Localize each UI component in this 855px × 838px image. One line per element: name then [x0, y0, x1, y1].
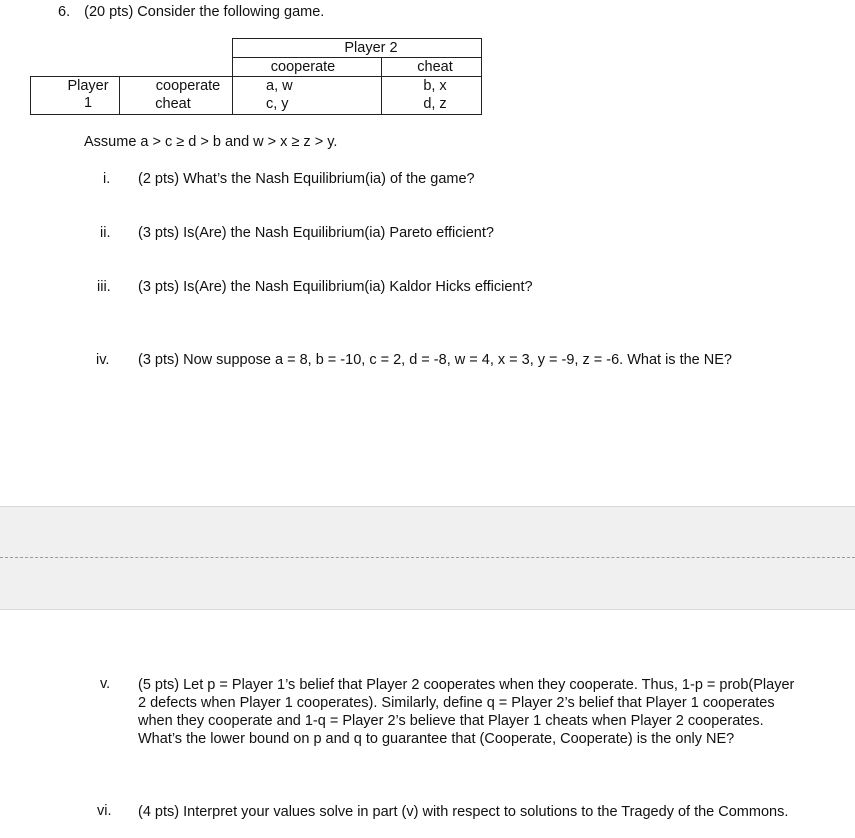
payoff-cooperate-cheat: b, x — [423, 78, 447, 94]
part-text: (3 pts) Now suppose a = 8, b = -10, c = 2, d = -8, w = 4, x = 3, y = -9, z = -6. What is the NE? — [138, 352, 732, 368]
payoff-cooperate-cooperate: a, w — [266, 78, 293, 94]
part-number: iii. — [97, 279, 111, 295]
part-number: ii. — [100, 225, 111, 241]
col-header-cheat: cheat — [417, 59, 453, 75]
col-header-cooperate: cooperate — [270, 59, 336, 75]
question-heading — [58, 4, 324, 20]
payoff-cheat-cooperate: c, y — [266, 96, 289, 112]
part-text: (2 pts) What’s the Nash Equilibrium(ia) of the game? — [138, 171, 475, 187]
part-number: i. — [103, 171, 111, 187]
part-number: iv. — [96, 352, 110, 368]
player2-label: Player 2 — [344, 40, 398, 56]
question-title: (20 pts) Consider the following game. — [84, 4, 325, 20]
player1-label-line2: 1 — [83, 95, 93, 111]
part-text: (4 pts) Interpret your values solve in part (v) with respect to solutions to the Tragedy of the Commons. — [138, 804, 789, 820]
assumption-text: Assume a > c ≥ d > b and w > x ≥ z > y. — [84, 134, 338, 150]
player1-label-line1: Player — [67, 78, 109, 94]
part-text: (3 pts) Is(Are) the Nash Equilibrium(ia) Pareto efficient? — [138, 225, 494, 241]
part-number: v. — [100, 676, 111, 692]
part-text: (5 pts) Let p = Player 1’s belief that Player 2 cooperates when they cooperate. Thus, 1-p = prob(Player 2 defects when Player 1 cooperates). Similarly, define q = Player 2’s belief that Player 1 cooperates when they cooperate and 1-q = Player 2’s believe that Player 1 cheats when Player 2 cooperates. What’s the lower bound on p and q to guarantee that (Cooperate, Cooperate) is the only NE? — [138, 677, 795, 747]
payoff-cheat-cheat: d, z — [423, 96, 447, 112]
part-text: (3 pts) Is(Are) the Nash Equilibrium(ia) Kaldor Hicks efficient? — [138, 279, 533, 295]
row-header-cooperate: cooperate — [155, 78, 221, 94]
question-number: 6. — [58, 4, 71, 20]
row-header-cheat: cheat — [155, 96, 191, 112]
page-break-divider — [0, 557, 855, 558]
part-number: vi. — [97, 803, 112, 819]
page-break — [0, 506, 855, 610]
